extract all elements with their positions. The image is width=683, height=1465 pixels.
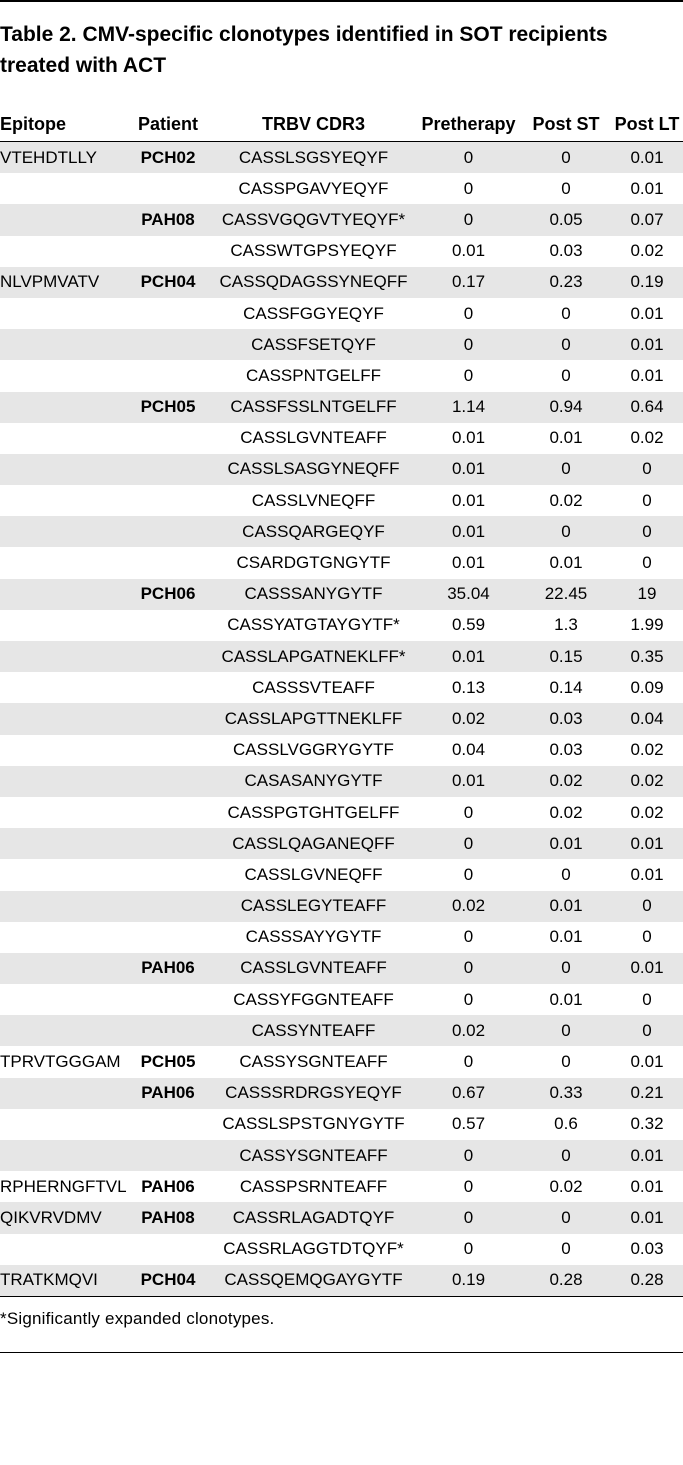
cell-trbv-cdr3: CASSFSETQYF [211,329,416,360]
cell-trbv-cdr3: CASSPNTGELFF [245,365,382,385]
table-row [0,329,683,360]
table-row [0,953,683,984]
cell-post-lt: 1.99 [630,615,664,635]
table-row [0,1109,683,1140]
cell-trbv-cdr3: CASSQDAGSSYNEQFF [211,267,416,298]
cell-post-lt: 0.35 [611,641,683,672]
cell-post-lt: 0.01 [611,828,683,859]
cell-pretherapy: 0.02 [416,703,521,734]
cell-post-lt: 0.02 [630,428,664,448]
cell-post-lt: 0 [642,927,652,947]
cell-post-lt: 19 [611,579,683,610]
table-row [0,922,683,953]
cell-patient [125,672,211,703]
cell-post-lt: 0.01 [630,1176,664,1196]
cell-post-st: 0.14 [549,677,583,697]
cell-pretherapy: 0.57 [451,1114,486,1134]
cell-patient [125,766,211,797]
table-row [0,298,683,329]
cell-epitope [0,953,125,984]
table-row [0,267,683,298]
cell-patient [125,360,211,391]
cell-trbv-cdr3: CASSLEGYTEAFF [211,891,416,922]
cell-pretherapy: 0.01 [416,766,521,797]
table-row [0,641,683,672]
cell-patient: PCH04 [125,1265,211,1296]
table-row [0,454,683,485]
cell-trbv-cdr3: CASSPSRNTEAFF [239,1176,388,1196]
column-header-trbv-cdr3: TRBV CDR3 [211,108,416,142]
cell-epitope [0,236,125,267]
cell-epitope [0,1140,125,1171]
cell-pretherapy: 0 [416,204,521,235]
cell-pretherapy: 0.01 [451,241,486,261]
cell-patient [125,547,211,578]
cell-epitope [0,891,125,922]
cell-post-st: 0.94 [521,392,611,423]
cell-post-lt: 0.19 [611,267,683,298]
table-row [0,1140,683,1171]
cell-epitope [0,703,125,734]
cell-pretherapy: 0.01 [451,553,486,573]
cell-post-lt: 0.04 [611,703,683,734]
table-row [0,1202,683,1233]
cell-post-st: 0.02 [549,802,583,822]
cell-post-st: 0.03 [521,703,611,734]
cell-epitope [0,454,125,485]
cell-pretherapy: 0 [416,142,521,174]
cell-post-st: 0 [521,1015,611,1046]
cell-epitope [0,204,125,235]
cell-pretherapy: 35.04 [416,579,521,610]
cell-patient [125,641,211,672]
cell-post-st: 0 [521,329,611,360]
table-row [0,173,683,204]
column-header-post-st: Post ST [521,108,611,142]
cell-post-st: 0.33 [521,1078,611,1109]
table-row [0,236,683,267]
cell-post-lt: 0 [611,454,683,485]
cell-pretherapy: 0.01 [451,490,486,510]
cell-post-st: 0.23 [521,267,611,298]
cell-post-st: 0.03 [549,740,583,760]
cell-pretherapy: 0 [463,1239,474,1259]
cell-patient [125,703,211,734]
cell-post-lt: 0.01 [611,1140,683,1171]
column-header-pretherapy: Pretherapy [416,108,521,142]
bottom-rule [0,1352,683,1353]
cell-post-lt: 0.02 [630,241,664,261]
cell-post-lt: 0 [642,490,652,510]
cell-patient [125,1140,211,1171]
cell-trbv-cdr3: CASSPGTGHTGELFF [227,802,400,822]
cell-patient [125,828,211,859]
cell-trbv-cdr3: CASSLQAGANEQFF [211,828,416,859]
cell-pretherapy: 0.13 [451,677,486,697]
cell-post-st: 0 [561,864,571,884]
cell-epitope [0,797,125,828]
cell-trbv-cdr3: CASSLAPGATNEKLFF* [211,641,416,672]
cell-post-st: 0.05 [521,204,611,235]
cell-pretherapy: 0 [463,303,474,323]
cell-patient: PAH08 [125,1202,211,1233]
table-body [0,142,683,1296]
cell-pretherapy: 0 [416,953,521,984]
cell-post-st: 0.15 [521,641,611,672]
table-row [0,1046,683,1077]
cell-epitope [0,392,125,423]
cell-post-st: 0.01 [549,989,583,1009]
cell-post-lt: 0.09 [630,677,664,697]
cell-patient [125,984,211,1015]
cell-patient: PAH06 [125,1078,211,1109]
cell-pretherapy: 0 [416,1202,521,1233]
cell-epitope [0,984,125,1015]
cell-epitope: TRATKMQVI [0,1265,125,1296]
cell-post-lt: 0.01 [630,178,664,198]
cell-pretherapy: 0.04 [451,740,486,760]
table-row [0,891,683,922]
cell-patient: PCH04 [125,267,211,298]
cell-epitope [0,485,125,516]
table-footnote: *Significantly expanded clonotypes. [0,1309,275,1328]
cell-patient: PAH06 [125,953,211,984]
cell-pretherapy: 0.02 [416,1015,521,1046]
cell-post-lt: 0.02 [630,740,664,760]
table-row [0,392,683,423]
cell-post-lt: 0.07 [611,204,683,235]
cell-post-st: 0 [561,365,571,385]
cell-post-st: 1.3 [554,615,578,635]
cell-trbv-cdr3: CASSSRDRGSYEQYF [211,1078,416,1109]
table-row [0,797,683,828]
cell-trbv-cdr3: CSARDGTGNGYTF [236,553,391,573]
cell-pretherapy: 0 [463,927,474,947]
cell-trbv-cdr3: CASSLSPSTGNYGYTF [222,1114,405,1134]
cell-trbv-cdr3: CASSLSASGYNEQFF [211,454,416,485]
clonotype-table [0,108,683,1296]
cell-pretherapy: 0 [463,178,474,198]
table-row [0,1171,683,1202]
cell-patient [125,610,211,641]
cell-post-lt: 0.01 [630,365,664,385]
cell-trbv-cdr3: CASSLGVNEQFF [244,864,383,884]
cell-post-st: 0 [521,953,611,984]
cell-post-lt: 0 [611,891,683,922]
cell-trbv-cdr3: CASSSAYYGYTF [245,927,382,947]
cell-epitope [0,1109,125,1140]
cell-epitope [0,1078,125,1109]
cell-trbv-cdr3: CASSVGQGVTYEQYF* [211,204,416,235]
cell-post-st: 0.01 [521,891,611,922]
table-row [0,423,683,454]
cell-post-lt: 0.01 [611,1202,683,1233]
cell-post-st: 0 [561,303,571,323]
table-row [0,1015,683,1046]
table-header-row [0,108,683,142]
cell-patient [125,1109,211,1140]
cell-trbv-cdr3: CASSLGVNTEAFF [211,953,416,984]
cell-pretherapy: 0.19 [416,1265,521,1296]
column-header-post-lt: Post LT [611,108,683,142]
cell-patient: PAH08 [125,204,211,235]
cell-trbv-cdr3: CASSRLAGADTQYF [211,1202,416,1233]
cell-post-st: 0 [521,142,611,174]
cell-epitope [0,173,125,204]
cell-epitope: RPHERNGFTVL [0,1176,127,1196]
cell-epitope [0,579,125,610]
table-row [0,984,683,1015]
table-row [0,766,683,797]
cell-pretherapy: 0 [463,989,474,1009]
cell-post-st: 0 [521,1140,611,1171]
cell-post-lt: 0.01 [630,864,664,884]
cell-post-st: 0 [521,1202,611,1233]
cell-patient [125,735,211,766]
cell-patient [125,891,211,922]
cell-trbv-cdr3: CASSWTGPSYEQYF [230,241,397,261]
cell-post-lt: 0.01 [611,329,683,360]
cell-patient [125,485,211,516]
cell-epitope: NLVPMVATV [0,267,125,298]
cell-pretherapy: 0 [416,329,521,360]
cell-trbv-cdr3: CASSYSGNTEAFF [239,1052,388,1072]
cell-post-lt: 0.02 [630,802,664,822]
cell-trbv-cdr3: CASSSVTEAFF [252,677,375,697]
cell-trbv-cdr3: CASSLVNEQFF [251,490,376,510]
cell-pretherapy: 0 [463,1052,474,1072]
cell-post-lt: 0.02 [611,766,683,797]
cell-post-st: 0 [561,178,571,198]
cell-pretherapy: 0.67 [416,1078,521,1109]
cell-patient [125,1015,211,1046]
cell-patient [125,516,211,547]
cell-pretherapy: 0.01 [416,641,521,672]
table-row [0,547,683,578]
cell-trbv-cdr3: CASSQEMQGAYGYTF [211,1265,416,1296]
cell-epitope: QIKVRVDMV [0,1202,125,1233]
cell-trbv-cdr3: CASSRLAGGTDTQYF* [223,1239,404,1259]
table-row [0,360,683,391]
cell-epitope [0,360,125,391]
table-row [0,485,683,516]
cell-epitope: VTEHDTLLY [0,142,125,174]
cell-post-lt: 0 [642,553,652,573]
cell-post-lt: 0 [611,516,683,547]
cell-patient: PAH06 [141,1176,195,1196]
cell-epitope [0,610,125,641]
cell-trbv-cdr3: CASSLSGSYEQYF [211,142,416,174]
cell-pretherapy: 1.14 [416,392,521,423]
cell-epitope [0,516,125,547]
cell-post-st: 0.02 [549,1176,583,1196]
cell-pretherapy: 0.02 [416,891,521,922]
cell-pretherapy: 0.01 [416,454,521,485]
cell-patient [125,329,211,360]
column-header-patient: Patient [125,108,211,142]
cell-post-st: 0.6 [554,1114,578,1134]
cell-post-st: 0.01 [549,927,583,947]
cell-epitope [0,828,125,859]
cell-trbv-cdr3: CASSYNTEAFF [211,1015,416,1046]
cell-trbv-cdr3: CASSFGGYEQYF [243,303,384,323]
cell-epitope [0,641,125,672]
table-bottom-rule [0,1296,683,1297]
cell-patient: PCH02 [125,142,211,174]
table-row [0,1078,683,1109]
cell-epitope [0,859,125,890]
cell-epitope [0,423,125,454]
cell-trbv-cdr3: CASSQARGEQYF [211,516,416,547]
cell-post-lt: 0.32 [630,1114,664,1134]
cell-post-lt: 0.01 [611,953,683,984]
table-row [0,204,683,235]
cell-post-st: 0.01 [521,828,611,859]
cell-epitope [0,329,125,360]
cell-epitope [0,298,125,329]
cell-patient [125,423,211,454]
cell-pretherapy: 0.17 [416,267,521,298]
cell-post-lt: 0.01 [630,303,664,323]
table-title: Table 2. CMV-specific clonotypes identified in SOT recipients treated with ACT [0,23,608,77]
cell-epitope [0,672,125,703]
cell-pretherapy: 0 [463,365,474,385]
cell-patient [125,298,211,329]
table-row [0,516,683,547]
cell-patient: PCH05 [140,1052,196,1072]
cell-patient [125,1234,211,1265]
cell-pretherapy: 0.01 [416,516,521,547]
cell-post-st: 0.01 [549,553,583,573]
table-row [0,610,683,641]
cell-trbv-cdr3: CASSLGVNTEAFF [240,428,387,448]
cell-trbv-cdr3: CASSFSSLNTGELFF [211,392,416,423]
cell-patient [125,859,211,890]
table-row [0,1234,683,1265]
cell-trbv-cdr3: CASSSANYGYTF [211,579,416,610]
cell-post-st: 0.02 [549,490,583,510]
cell-pretherapy: 0.01 [451,428,486,448]
cell-post-lt: 0.01 [630,1052,664,1072]
cell-trbv-cdr3: CASSLVGGRYGYTF [233,740,394,760]
cell-post-lt: 0.01 [611,142,683,174]
cell-post-lt: 0.21 [611,1078,683,1109]
cell-post-st: 22.45 [521,579,611,610]
cell-patient [125,797,211,828]
table-row [0,579,683,610]
cell-post-lt: 0.64 [611,392,683,423]
cell-trbv-cdr3: CASSYATGTAYGYTF* [227,615,400,635]
cell-post-lt: 0.03 [630,1239,664,1259]
cell-trbv-cdr3: CASSYSGNTEAFF [211,1140,416,1171]
cell-patient: PCH05 [125,392,211,423]
cell-trbv-cdr3: CASASANYGYTF [211,766,416,797]
cell-post-st: 0.02 [521,766,611,797]
cell-post-st: 0 [561,1239,571,1259]
cell-post-lt: 0 [642,989,652,1009]
cell-post-st: 0 [561,1052,571,1072]
cell-post-st: 0.28 [521,1265,611,1296]
cell-trbv-cdr3: CASSLAPGTTNEKLFF [211,703,416,734]
cell-patient [125,236,211,267]
cell-trbv-cdr3: CASSYFGGNTEAFF [233,989,394,1009]
cell-patient [125,173,211,204]
cell-epitope: TPRVTGGGAM [0,1052,121,1072]
table-row [0,672,683,703]
cell-pretherapy: 0 [463,802,474,822]
cell-epitope [0,547,125,578]
cell-pretherapy: 0.59 [451,615,486,635]
table-row [0,142,683,174]
cell-post-st: 0.01 [549,428,583,448]
cell-pretherapy: 0 [463,1176,474,1196]
table-row [0,1265,683,1296]
table-row [0,735,683,766]
cell-pretherapy: 0 [416,828,521,859]
cell-epitope [0,735,125,766]
cell-epitope [0,922,125,953]
table-row [0,703,683,734]
cell-patient [125,922,211,953]
cell-post-st: 0 [521,454,611,485]
cell-epitope [0,1015,125,1046]
cell-post-lt: 0 [611,1015,683,1046]
top-rule [0,0,683,2]
cell-post-lt: 0.28 [611,1265,683,1296]
cell-post-st: 0 [521,516,611,547]
column-header-epitope: Epitope [0,108,125,142]
cell-epitope [0,766,125,797]
cell-patient: PCH06 [125,579,211,610]
table-row [0,828,683,859]
cell-pretherapy: 0 [416,1140,521,1171]
cell-trbv-cdr3: CASSPGAVYEQYF [238,178,389,198]
cell-post-st: 0.03 [549,241,583,261]
cell-patient [125,454,211,485]
cell-epitope [0,1234,125,1265]
cell-pretherapy: 0 [463,864,474,884]
table-row [0,859,683,890]
